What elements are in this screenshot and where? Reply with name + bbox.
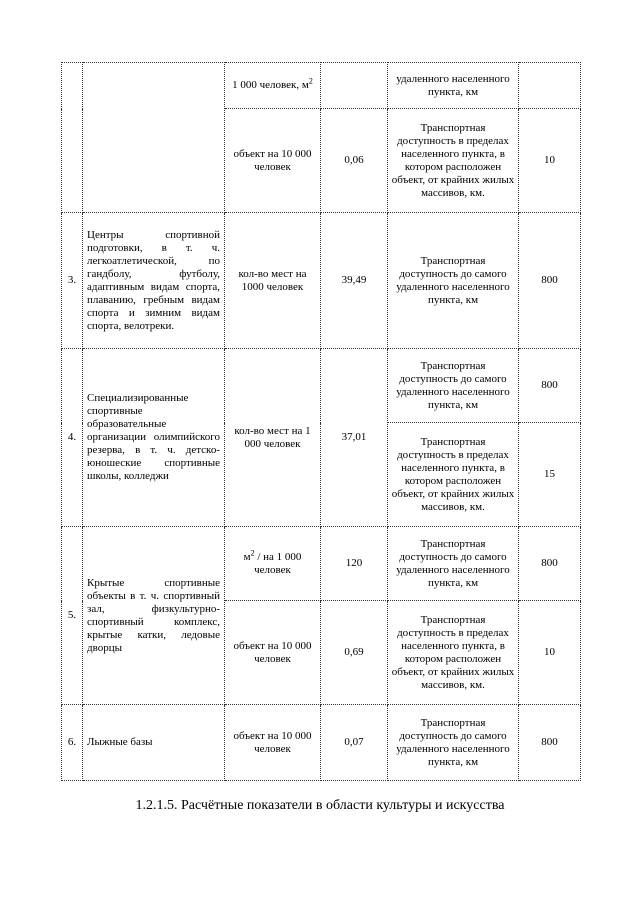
limit-cell: 15	[519, 423, 581, 527]
name-cell: Специализированные спортивные образовательные организации олимпийского резерва, в т. ч. детско-юношеские спортивные школы, колледжи	[83, 349, 225, 527]
value-cell: 39,49	[321, 213, 388, 349]
name-cell: Крытые спортивные объекты в т. ч. спортивный зал, физкультурно-спортивный комплекс, крытые катки, ледовые дворцы	[83, 527, 225, 705]
access-cell: Транспортная доступность в пределах населенного пункта, в котором расположен объект, от крайних жилых массивов, км.	[388, 423, 519, 527]
unit-cell: $м^2$ / на 1 000 человек	[225, 527, 321, 601]
limit-cell: 800	[519, 349, 581, 423]
limit-cell: 800	[519, 705, 581, 781]
access-cell: Транспортная доступность до самого удаленного населенного пункта, км	[388, 349, 519, 423]
limit-cell: 10	[519, 601, 581, 705]
limit-cell: 800	[519, 527, 581, 601]
access-cell: удаленного населенного пункта, км	[388, 63, 519, 109]
number-cell: 5.	[62, 527, 83, 705]
unit-cell: объект на 10 000 человек	[225, 109, 321, 213]
unit-cell: кол-во мест на 1000 человек	[225, 213, 321, 349]
unit-cell: объект на 10 000 человек	[225, 601, 321, 705]
table-row	[62, 527, 581, 601]
access-cell: Транспортная доступность до самого удаленного населенного пункта, км	[388, 705, 519, 781]
value-cell: 0,06	[321, 109, 388, 213]
value-cell: 0,07	[321, 705, 388, 781]
limit-cell	[519, 63, 581, 109]
value-cell: 37,01	[321, 349, 388, 527]
access-cell: Транспортная доступность в пределах населенного пункта, в котором расположен объект, от крайних жилых массивов, км.	[388, 601, 519, 705]
section-title: 1.2.1.5. Расчётные показатели в области культуры и искусства	[135, 798, 505, 813]
name-cell	[83, 63, 225, 213]
limit-cell: 800	[519, 213, 581, 349]
access-cell: Транспортная доступность до самого удаленного населенного пункта, км	[388, 527, 519, 601]
norms-table	[61, 62, 581, 781]
name-cell: Лыжные базы	[83, 705, 225, 781]
unit-cell: объект на 10 000 человек	[225, 705, 321, 781]
access-cell: Транспортная доступность до самого удаленного населенного пункта, км	[388, 213, 519, 349]
table-row	[62, 213, 581, 349]
unit-cell: кол-во мест на 1 000 человек	[225, 349, 321, 527]
value-cell: 0,69	[321, 601, 388, 705]
value-cell	[321, 63, 388, 109]
table-row	[62, 349, 581, 423]
table-row	[62, 63, 581, 109]
number-cell: 4.	[62, 349, 83, 527]
number-cell	[62, 63, 83, 213]
access-cell: Транспортная доступность в пределах населенного пункта, в котором расположен объект, от крайних жилых массивов, км.	[388, 109, 519, 213]
name-cell: Центры спортивной подготовки, в т. ч. легкоатлетической, по гандболу, футболу, адаптивным видам спорта, плаванию, гребным видам спорта и зимним видам спорта, велотреки.	[83, 213, 225, 349]
limit-cell: 10	[519, 109, 581, 213]
table-row	[62, 705, 581, 781]
value-cell: 120	[321, 527, 388, 601]
number-cell: 6.	[62, 705, 83, 781]
number-cell: 3.	[62, 213, 83, 349]
unit-cell: 1 000 человек, $м^2$	[225, 63, 321, 109]
